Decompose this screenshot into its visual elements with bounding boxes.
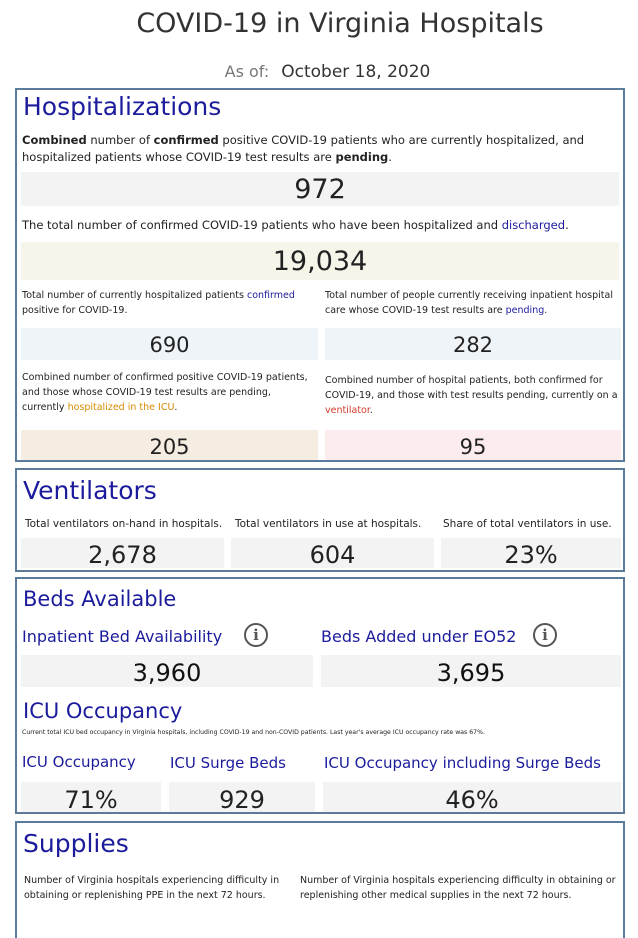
ppe-description: Number of Virginia hospitals experiencing difficulty in obtaining or replenishing PPE in the next 72 hours. — [24, 875, 280, 901]
surge-beds-value: 929 — [169, 782, 315, 812]
beds-panel — [15, 577, 625, 814]
icu-surge-label: ICU Occupancy including Surge Beds — [324, 754, 601, 772]
icu-description — [22, 370, 314, 415]
discharged-description — [22, 217, 612, 234]
pending-desc-end: . — [544, 305, 548, 316]
combined-desc-pending: pending — [335, 150, 389, 164]
icu-desc-end: . — [174, 402, 178, 413]
pending-description — [325, 288, 621, 318]
pending-desc-link: pending — [505, 305, 545, 316]
icu-desc-link: hospitalized in the ICU — [67, 402, 175, 413]
discharged-value: 19,034 — [21, 242, 619, 280]
share-label: Share of total ventilators in use. — [443, 518, 612, 530]
confirmed-desc-text: Total number of currently hospitalized patients — [22, 290, 247, 301]
confirmed-desc-link: confirmed — [246, 290, 295, 301]
other-supplies-description: Number of Virginia hospitals experiencing difficulty in obtaining or replenishing other medical supplies in the next 72 hours. — [300, 875, 616, 901]
share-value: 23% — [441, 538, 621, 568]
inuse-value: 604 — [231, 538, 434, 568]
inuse-label: Total ventilators in use at hospitals. — [235, 518, 422, 530]
discharged-desc-text: The total number of confirmed COVID-19 patients who have been hospitalized and — [22, 218, 502, 232]
eo52-value: 3,695 — [321, 655, 621, 687]
icu-value: 205 — [21, 430, 318, 460]
icu-occupancy-value: 71% — [21, 782, 161, 812]
eo52-info-icon[interactable]: i — [533, 623, 557, 647]
icu-desc-text: Combined number of confirmed positive COVID-19 patients, and those whose COVID-19 test results are pending, currently — [22, 372, 308, 413]
inpatient-label: Inpatient Bed Availability — [22, 627, 223, 646]
confirmed-value: 690 — [21, 328, 318, 360]
confirmed-description — [22, 288, 312, 318]
combined-description — [22, 132, 612, 166]
inpatient-info-icon[interactable]: i — [244, 623, 268, 647]
hospitalizations-title: Hospitalizations — [23, 92, 222, 121]
as-of-label: As of: — [224, 62, 270, 81]
icu-occupancy-title: ICU Occupancy — [23, 699, 183, 723]
pending-desc-text: Total number of people currently receiving inpatient hospital care whose COVID-19 test results are — [325, 290, 613, 316]
combined-desc-bold: Combined — [22, 133, 87, 147]
vent-desc-text: Combined number of hospital patients, both confirmed for COVID-19, and those with test results pending, currently on a — [325, 375, 618, 401]
confirmed-desc-end: positive for COVID-19. — [22, 305, 128, 316]
icu-surge-value: 46% — [323, 782, 621, 812]
inpatient-value: 3,960 — [21, 655, 313, 687]
as-of-line — [0, 62, 638, 82]
icu-occupancy-label: ICU Occupancy — [22, 753, 136, 771]
onhand-value: 2,678 — [21, 538, 224, 568]
eo52-label: Beds Added under EO52 — [321, 627, 517, 646]
supplies-panel — [15, 821, 625, 938]
hospitalizations-panel — [15, 88, 625, 462]
icu-occupancy-note: Current total ICU bed occupancy in Virginia hospitals, including COVID-19 and non-COVID patients. Last year's average ICU occupancy rate was 67%. — [22, 729, 485, 736]
page-title: COVID-19 in Virginia Hospitals — [136, 8, 544, 39]
combined-desc-confirmed: confirmed — [153, 133, 219, 147]
combined-desc-text: number of — [86, 133, 154, 147]
vent-desc-end: . — [369, 405, 373, 416]
ventilators-panel — [15, 468, 625, 572]
vent-desc-link: ventilator — [325, 405, 370, 416]
combined-desc-end: . — [388, 150, 392, 164]
beds-title: Beds Available — [23, 587, 177, 611]
as-of-date: October 18, 2020 — [281, 62, 431, 82]
ventilator-patients-value: 95 — [325, 430, 621, 460]
ventilators-title: Ventilators — [23, 476, 157, 505]
supplies-title: Supplies — [23, 829, 129, 858]
ventilator-description — [325, 373, 621, 418]
combined-value: 972 — [21, 172, 619, 206]
pending-value: 282 — [325, 328, 621, 360]
onhand-label: Total ventilators on-hand in hospitals. — [25, 518, 223, 530]
surge-beds-label: ICU Surge Beds — [170, 754, 286, 772]
discharged-desc-link: discharged — [501, 218, 566, 232]
discharged-desc-end: . — [565, 218, 569, 232]
combined-desc-text2: positive COVID-19 patients who are currently hospitalized, and hospitalized patients whose COVID-19 test results are — [22, 133, 585, 164]
